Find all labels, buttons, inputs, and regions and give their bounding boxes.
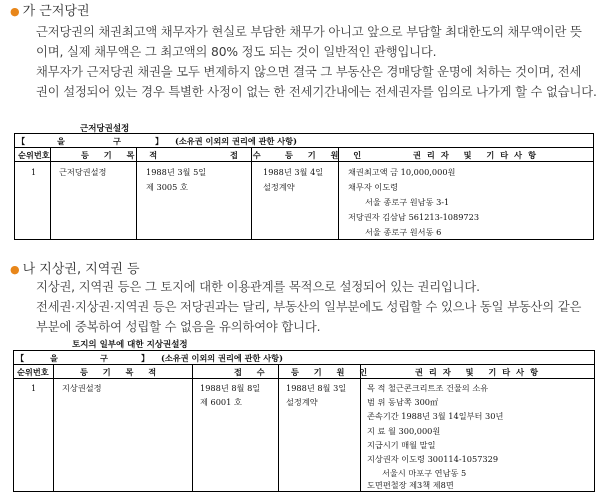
col-header-cause: 등 기 원 인 — [285, 150, 368, 160]
heading-text: 나 지상권, 지역권 등 — [22, 262, 140, 277]
detail-line: 서울 종로구 원서동 6 — [365, 227, 442, 237]
mortgage-register-table — [14, 133, 594, 240]
detail-line: 범 위 동남쪽 300㎡ — [367, 397, 439, 407]
column-divider — [136, 148, 137, 239]
register-header-row — [15, 148, 593, 162]
cell-rank: 1 — [31, 167, 37, 177]
cell-receipt-date: 1988년 3월 5일 — [146, 167, 207, 177]
detail-line: 서울시 마포구 연남동 5 — [382, 468, 467, 478]
superficies-register-table — [13, 350, 595, 492]
column-divider — [53, 365, 54, 491]
superficies-paragraph — [36, 277, 600, 337]
heading-text: 가 근저당권 — [22, 4, 90, 19]
band-note: (소유권 이외의 권리에 관한 사항) — [161, 353, 283, 363]
col-header-rank: 순위번호 — [18, 150, 50, 160]
paragraph-line: 전세권·지상권·지역권 등은 저당권과는 달리, 부동산의 일부분에도 성립할 수 있으나 동일 부동산의 같은 — [36, 300, 582, 314]
detail-line: 지 료 월 300,000원 — [367, 426, 441, 436]
col-header-purpose: 등 기 목 적 — [80, 367, 163, 377]
register-header-row — [14, 365, 594, 379]
cell-receipt-date: 1988년 8월 8일 — [200, 383, 261, 393]
column-divider — [278, 365, 279, 491]
paragraph-line: 이며, 실제 채무액은 그 최고액의 80% 정도 되는 것이 일반적인 관행입니다. — [36, 45, 437, 59]
cell-cause-type: 설정계약 — [263, 182, 295, 192]
section-heading-superficies — [10, 262, 140, 278]
bullet-icon: ● — [10, 263, 20, 276]
cell-purpose: 근저당권설정 — [59, 167, 107, 177]
detail-line: 채권최고액 금 10,000,000원 — [348, 167, 456, 177]
register-band: 【 을 구 】 (소유권 이외의 권리에 관한 사항) — [15, 134, 593, 148]
column-divider — [360, 365, 361, 491]
column-divider — [50, 148, 51, 239]
mortgage-paragraph — [36, 22, 600, 102]
col-header-receipt: 접 수 — [230, 150, 267, 160]
bullet-icon: ● — [10, 5, 20, 18]
detail-line: 존속기간 1988년 3월 14일부터 30년 — [367, 411, 504, 421]
detail-line: 지급시기 매월 말일 — [367, 440, 436, 450]
detail-line: 목 적 철근콘크리트조 건물의 소유 — [367, 383, 489, 393]
column-divider — [192, 365, 193, 491]
cell-cause-date: 1988년 8월 3일 — [286, 383, 347, 393]
detail-line: 채무자 이도령 — [348, 182, 399, 192]
paragraph-line: 부분에 중복하여 성립할 수 없음을 유의하여야 합니다. — [36, 320, 321, 334]
section-heading-mortgage — [10, 4, 90, 20]
register-title: 토지의 일부에 대한 지상권설정 — [72, 340, 188, 350]
register-band: 【 을 구 】 (소유권 이외의 권리에 관한 사항) — [14, 351, 594, 365]
paragraph-line: 채무자가 근저당권 채권을 모두 변제하지 않으면 결국 그 부동산은 경매당할 운명에 처하는 것이며, 전세 — [36, 65, 582, 79]
column-divider — [338, 148, 339, 239]
register-title: 근저당권설정 — [80, 124, 130, 134]
col-header-receipt: 접 수 — [234, 367, 271, 377]
paragraph-line: 권이 설정되어 있는 경우 특별한 사정이 없는 한 전세기간내에는 전세권자를 임의로 나가게 할 수 없습니다. — [36, 85, 597, 99]
paragraph-line: 지상권, 지역권 등은 그 토지에 대한 이용관계를 목적으로 설정되어 있는 권리입니다. — [36, 280, 480, 294]
cell-cause-type: 설정계약 — [286, 397, 318, 407]
cell-cause-date: 1988년 3월 4일 — [263, 167, 324, 177]
detail-line: 저당권자 김삼남 561213-1089723 — [348, 212, 480, 222]
paragraph-line: 근저당권의 채권최고액 채무자가 현실로 부담한 채무가 아니고 앞으로 부담할 최대한도의 채무액이란 뜻 — [36, 25, 582, 39]
col-header-purpose: 등 기 목 적 — [81, 150, 164, 160]
col-header-details: 권리자 및 기타사항 — [413, 150, 542, 160]
detail-line: 도면편철장 제3책 제8면 — [367, 480, 454, 490]
cell-purpose: 지상권설정 — [62, 383, 102, 393]
col-header-details: 권리자 및 기타사항 — [415, 367, 544, 377]
col-header-cause: 등 기 원 인 — [291, 367, 374, 377]
cell-rank: 1 — [31, 383, 37, 393]
col-header-rank: 순위번호 — [17, 367, 49, 377]
cell-receipt-number: 제 3005 호 — [146, 182, 188, 192]
detail-line: 서울 종로구 원남동 3-1 — [365, 197, 450, 207]
column-divider — [251, 148, 252, 239]
cell-receipt-number: 제 6001 호 — [200, 397, 242, 407]
band-note: (소유권 이외의 권리에 관한 사항) — [175, 136, 297, 146]
detail-line: 지상권자 이도령 300114-1057329 — [367, 454, 499, 464]
